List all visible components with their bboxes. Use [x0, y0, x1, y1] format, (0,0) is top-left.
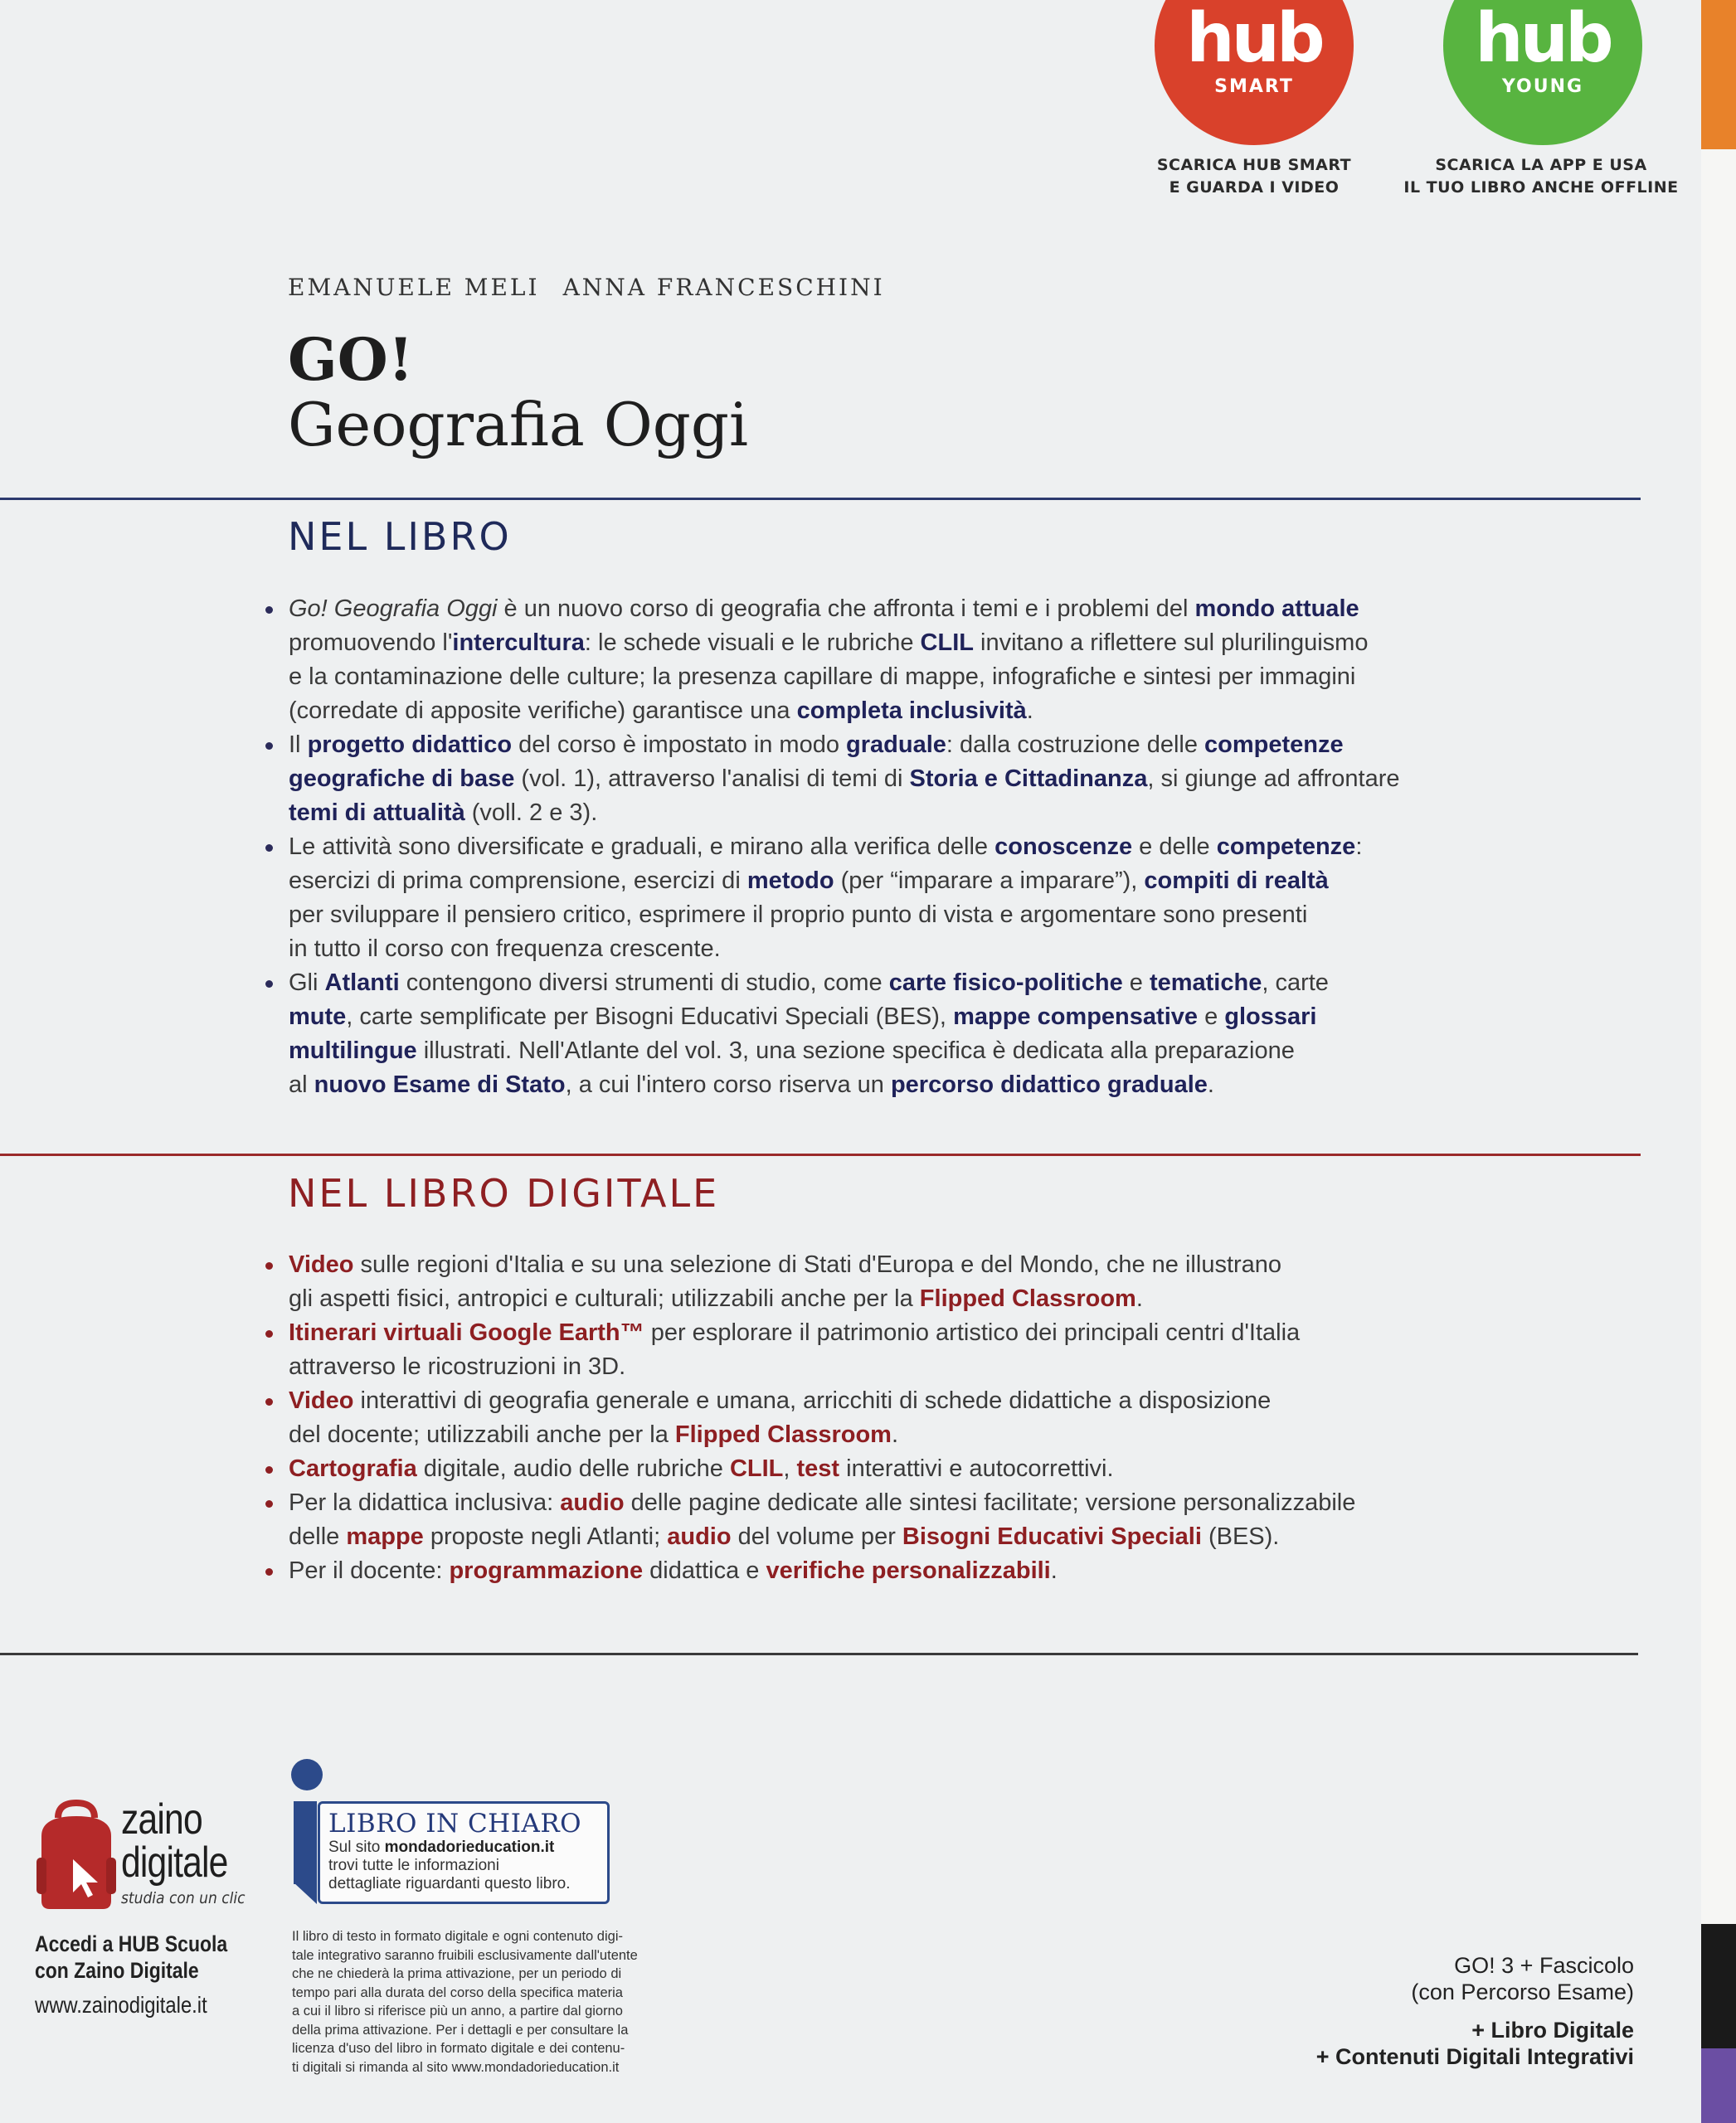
nel-libro-item	[257, 966, 1400, 1102]
backpack-icon	[33, 1800, 119, 1911]
nel-libro-digitale-item	[257, 1316, 1355, 1384]
text-segment: Per la didattica inclusiva:	[289, 1489, 561, 1516]
libro-in-chiaro-line	[328, 1839, 599, 1857]
text-segment: in tutto il corso con frequenza crescente.	[289, 935, 721, 962]
hub-young-label: YOUNG	[1501, 76, 1584, 97]
divider-top	[0, 498, 1641, 500]
divider-bottom	[0, 1653, 1638, 1655]
product-line: GO! 3 + Fascicolo	[1454, 1953, 1634, 1978]
text-segment: dettagliate riguardanti questo libro.	[328, 1875, 571, 1892]
text-segment: digitale, audio delle rubriche	[416, 1455, 730, 1482]
bold-term: tematiche	[1149, 969, 1262, 996]
bold-term: competenze	[1204, 731, 1344, 758]
bold-term: mappe	[346, 1523, 424, 1550]
text-segment: , a cui l'intero corso riserva un	[565, 1071, 891, 1098]
text-line	[289, 864, 1400, 898]
text-segment: (BES).	[1201, 1523, 1280, 1550]
text-segment: sulle regioni d'Italia e su una selezione di Stati d'Europa e del Mondo, che ne illustrano	[353, 1251, 1282, 1278]
bold-term: programmazione	[449, 1557, 644, 1584]
product-line: + Libro Digitale	[1471, 2018, 1634, 2043]
bold-term: Flipped Classroom	[674, 1421, 892, 1448]
fine-print-line: tale integrativo saranno fruibili esclusivamente dall'utente	[292, 1947, 638, 1963]
text-segment: Per il docente:	[289, 1557, 450, 1584]
text-line	[289, 660, 1400, 694]
text-segment: : dalla costruzione delle	[946, 731, 1205, 758]
text-segment: e delle	[1132, 833, 1217, 860]
authors	[288, 274, 885, 301]
hub-young-caption-line: IL TUO LIBRO ANCHE OFFLINE	[1403, 177, 1679, 197]
digitale-word: digitale	[121, 1839, 228, 1887]
text-segment: , si giunge ad affrontare	[1147, 765, 1400, 792]
text-line	[289, 1000, 1400, 1034]
bold-term: graduale	[846, 731, 946, 758]
book-subtitle: Geografia Oggi	[288, 390, 748, 459]
text-segment: ,	[783, 1455, 797, 1482]
text-segment: per esplorare il patrimonio artistico dei principali centri d'Italia	[644, 1319, 1301, 1346]
edge-strip-purple	[1701, 2048, 1736, 2123]
text-line	[289, 1452, 1355, 1486]
text-line	[289, 728, 1400, 762]
text-line	[289, 830, 1400, 864]
nel-libro-item	[257, 592, 1400, 728]
hub-young-caption-line: SCARICA LA APP E USA	[1435, 156, 1647, 174]
section-title-nel-libro: NEL LIBRO	[288, 514, 512, 559]
zaino-access-line: con Zaino Digitale	[35, 1958, 199, 1983]
nel-libro-digitale-item	[257, 1384, 1355, 1452]
hub-young-logo: hub	[1475, 0, 1611, 78]
hub-smart-caption	[1113, 154, 1395, 198]
zaino-access-text	[35, 1931, 227, 1984]
bold-term: verifiche personalizzabili	[766, 1557, 1051, 1584]
text-line	[289, 1350, 1355, 1384]
bold-term: mondo attuale	[1194, 595, 1359, 622]
product-line: + Contenuti Digitali Integrativi	[1315, 2044, 1634, 2069]
edge-strip-white	[1701, 149, 1736, 1924]
libro-in-chiaro-title: LIBRO IN CHIARO	[328, 1809, 582, 1839]
text-segment: interattivi e autocorrettivi.	[839, 1455, 1114, 1482]
bold-term: Itinerari virtuali Google Earth™	[289, 1319, 644, 1346]
text-segment: Il	[289, 731, 308, 758]
text-segment: invitano a riflettere sul plurilinguismo	[973, 629, 1369, 656]
bold-term: metodo	[746, 867, 834, 894]
text-line	[289, 1554, 1355, 1588]
text-segment: delle pagine dedicate alle sintesi facilitate; versione personalizzabile	[624, 1489, 1356, 1516]
text-line	[289, 1248, 1355, 1282]
bold-term: intercultura	[452, 629, 585, 656]
author-name: ANNA FRANCESCHINI	[562, 274, 885, 301]
nel-libro-item	[257, 830, 1400, 966]
text-segment: Gli	[289, 969, 325, 996]
bold-term: multilingue	[289, 1037, 417, 1064]
text-segment: , carte	[1262, 969, 1329, 996]
license-fine-print	[292, 1927, 690, 2077]
bold-term: glossari	[1224, 1003, 1317, 1030]
bold-term: percorso didattico graduale	[890, 1071, 1208, 1098]
nel-libro-item	[257, 728, 1400, 830]
text-segment: Le attività sono diversificate e graduali, e mirano alla verifica delle	[289, 833, 995, 860]
text-segment: è un nuovo corso di geografia che affronta i temi e i problemi del	[497, 595, 1195, 622]
bold-term: audio	[667, 1523, 732, 1550]
text-line	[289, 1316, 1355, 1350]
book-title: GO!	[288, 325, 414, 394]
text-segment: attraverso le ricostruzioni in 3D.	[289, 1353, 626, 1380]
zaino-access-line: Accedi a HUB Scuola	[35, 1931, 228, 1956]
bold-term: conoscenze	[994, 833, 1133, 860]
hub-smart-badge	[1155, 0, 1354, 145]
text-segment: .	[1135, 1285, 1143, 1312]
fine-print-line: della prima attivazione. Per i dettagli e per consultare la	[292, 2022, 629, 2038]
bold-term: Cartografia	[289, 1455, 417, 1482]
text-line	[289, 796, 1400, 830]
bold-term: geografiche di base	[289, 765, 515, 792]
fine-print-line: Il libro di testo in formato digitale e ogni contenuto digi-	[292, 1929, 623, 1944]
nel-libro-digitale-list	[257, 1248, 1355, 1588]
text-segment: esercizi di prima comprensione, esercizi di	[289, 867, 747, 894]
zaino-tagline: studia con un clic	[121, 1889, 246, 1907]
product-description	[1316, 1952, 1634, 2070]
fine-print-line: che ne chiederà la prima attivazione, per un periodo di	[292, 1966, 622, 1981]
text-segment: trovi tutte le informazioni	[328, 1857, 499, 1874]
bold-term: carte fisico-politiche	[888, 969, 1123, 996]
text-line	[289, 1068, 1400, 1102]
libro-in-chiaro-box	[318, 1801, 610, 1904]
hub-smart-caption-line: E GUARDA I VIDEO	[1169, 177, 1340, 197]
bold-term: CLIL	[920, 629, 974, 656]
text-segment: :	[1355, 833, 1363, 860]
bold-term: mondadorieducation.it	[384, 1839, 555, 1856]
text-segment: gli aspetti fisici, antropici e culturali; utilizzabili anche per la	[289, 1285, 920, 1312]
libro-in-chiaro-line	[328, 1875, 599, 1893]
product-line: (con Percorso Esame)	[1411, 1980, 1634, 2004]
bold-term: Video	[289, 1387, 354, 1414]
nel-libro-digitale-item	[257, 1248, 1355, 1316]
bold-term: Flipped Classroom	[919, 1285, 1136, 1312]
zaino-logo-text	[121, 1795, 228, 1887]
zaino-word: zaino	[121, 1795, 202, 1844]
text-segment: .	[1026, 697, 1033, 724]
section-title-nel-libro-digitale: NEL LIBRO DIGITALE	[288, 1171, 720, 1216]
author-name: EMANUELE MELI	[288, 274, 540, 301]
text-segment: .	[1050, 1557, 1058, 1584]
text-segment: .	[1207, 1071, 1214, 1098]
hub-smart-caption-line: SCARICA HUB SMART	[1156, 156, 1352, 174]
bold-term: audio	[560, 1489, 625, 1516]
text-segment: per sviluppare il pensiero critico, esprimere il proprio punto di vista e argomentare sono presenti	[289, 901, 1308, 928]
bold-term: completa inclusività	[796, 697, 1027, 724]
nel-libro-list	[257, 592, 1400, 1102]
text-segment: , carte semplificate per Bisogni Educativi Speciali (BES),	[346, 1003, 954, 1030]
edge-strip-orange	[1701, 0, 1736, 149]
text-segment: e	[1122, 969, 1150, 996]
text-line	[289, 592, 1400, 626]
edge-strip-black	[1701, 1924, 1736, 2048]
bold-term: temi di attualità	[289, 799, 465, 826]
text-segment: (vol. 1), attraverso l'analisi di temi di	[514, 765, 910, 792]
bold-term: test	[796, 1455, 840, 1482]
text-segment: illustrati. Nell'Atlante del vol. 3, una sezione specifica è dedicata alla preparazione	[416, 1037, 1295, 1064]
hub-young-badge	[1443, 0, 1642, 145]
text-segment: e	[1198, 1003, 1225, 1030]
bold-term: progetto didattico	[307, 731, 513, 758]
text-line	[289, 1034, 1400, 1068]
text-segment: del corso è impostato in modo	[512, 731, 847, 758]
text-segment: Go! Geografia Oggi	[289, 595, 498, 622]
text-segment: didattica e	[643, 1557, 766, 1584]
text-line	[289, 694, 1400, 728]
bold-term: Bisogni Educativi Speciali	[902, 1523, 1202, 1550]
nel-libro-digitale-item	[257, 1486, 1355, 1554]
bold-term: mappe compensative	[953, 1003, 1199, 1030]
hub-young-caption	[1400, 154, 1682, 198]
text-segment: al	[289, 1071, 314, 1098]
text-line	[289, 966, 1400, 1000]
fine-print-line: licenza d'uso del libro in formato digitale e dei contenu-	[292, 2041, 625, 2056]
text-line	[289, 1418, 1355, 1452]
text-line	[289, 898, 1400, 932]
text-segment: .	[891, 1421, 899, 1448]
text-segment: e la contaminazione delle culture; la presenza capillare di mappe, infografiche e sintesi per immagini	[289, 663, 1356, 690]
text-segment: del volume per	[731, 1523, 902, 1550]
nel-libro-digitale-item	[257, 1554, 1355, 1588]
bold-term: Video	[289, 1251, 354, 1278]
hub-smart-label: SMART	[1214, 76, 1294, 97]
hub-smart-logo: hub	[1186, 0, 1322, 78]
text-segment: promuovendo l'	[289, 629, 453, 656]
fine-print-line: a cui il libro si riferisce più un anno, a partire dal giorno	[292, 2004, 623, 2019]
text-segment: : le schede visuali e le rubriche	[584, 629, 921, 656]
text-segment: proposte negli Atlanti;	[423, 1523, 668, 1550]
bold-term: CLIL	[729, 1455, 784, 1482]
text-segment: (voll. 2 e 3).	[464, 799, 598, 826]
text-segment: del docente; utilizzabili anche per la	[289, 1421, 675, 1448]
text-line	[289, 1486, 1355, 1520]
text-segment: (corredate di apposite verifiche) garantisce una	[289, 697, 797, 724]
bold-term: mute	[289, 1003, 347, 1030]
text-segment: interattivi di geografia generale e umana, arricchiti di schede didattiche a disposizione	[353, 1387, 1272, 1414]
libro-in-chiaro-lines	[328, 1839, 599, 1893]
bold-term: Atlanti	[324, 969, 400, 996]
text-line	[289, 1384, 1355, 1418]
text-segment: contengono diversi strumenti di studio, come	[399, 969, 889, 996]
text-line	[289, 1520, 1355, 1554]
bold-term: compiti di realtà	[1144, 867, 1329, 894]
text-line	[289, 762, 1400, 796]
text-line	[289, 932, 1400, 966]
bold-term: Storia e Cittadinanza	[909, 765, 1148, 792]
nel-libro-digitale-item	[257, 1452, 1355, 1486]
zaino-url[interactable]: www.zainodigitale.it	[35, 1992, 207, 2018]
libro-in-chiaro-line	[328, 1857, 599, 1875]
text-line	[289, 1282, 1355, 1316]
text-segment: delle	[289, 1523, 347, 1550]
fine-print-line: tempo pari alla durata del corso della specifica materia	[292, 1985, 623, 2000]
bold-term: competenze	[1216, 833, 1356, 860]
text-segment: (per “imparare a imparare”),	[834, 867, 1145, 894]
fine-print-line: ti digitali si rimanda al sito www.mondadorieducation.it	[292, 2059, 620, 2075]
text-line	[289, 626, 1400, 660]
bold-term: nuovo Esame di Stato	[314, 1071, 566, 1098]
divider-middle	[0, 1154, 1641, 1156]
text-segment: Sul sito	[328, 1839, 385, 1856]
